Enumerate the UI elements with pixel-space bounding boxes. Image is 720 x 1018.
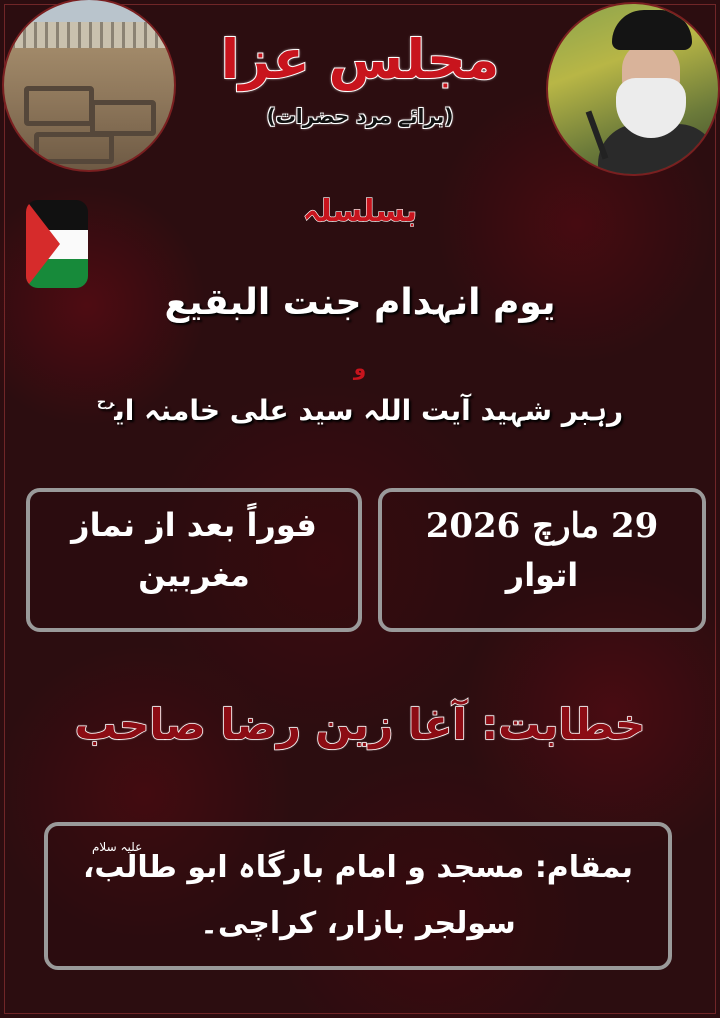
event-primary: یوم انہدام جنت البقیع (164, 282, 556, 323)
event-time-line2: مغربین (138, 556, 250, 594)
speaker-line: خطابت: آغا زین رضا صاحب (74, 700, 646, 749)
event-conjunction: و (353, 356, 367, 380)
poster-subtitle: (برائے مرد حضرات) (266, 104, 454, 128)
venue-line1: بمقام: مسجد و امام بارگاہ ابو طالب، (82, 850, 634, 885)
date-box (378, 488, 706, 632)
occasion-intro: بسلسلہ (302, 194, 418, 229)
venue-honorific: علیہ سلام (92, 840, 143, 854)
venue-box (44, 822, 672, 970)
event-secondary-text: رہبر شہید آیت اللہ سید علی خامنہ ای (114, 394, 624, 427)
time-box (26, 488, 362, 632)
event-time-line1: فوراً بعد از نماز (71, 506, 317, 544)
photo-grave (34, 132, 114, 164)
event-weekday: اتوار (505, 556, 579, 594)
event-secondary-honorific: رح (96, 395, 115, 410)
event-date: 29 مارچ 2026 (425, 506, 659, 546)
event-secondary (0, 394, 720, 427)
venue-line2: سولجر بازار، کراچی۔ (200, 906, 516, 941)
poster-title: مجلس عزا (220, 28, 500, 91)
